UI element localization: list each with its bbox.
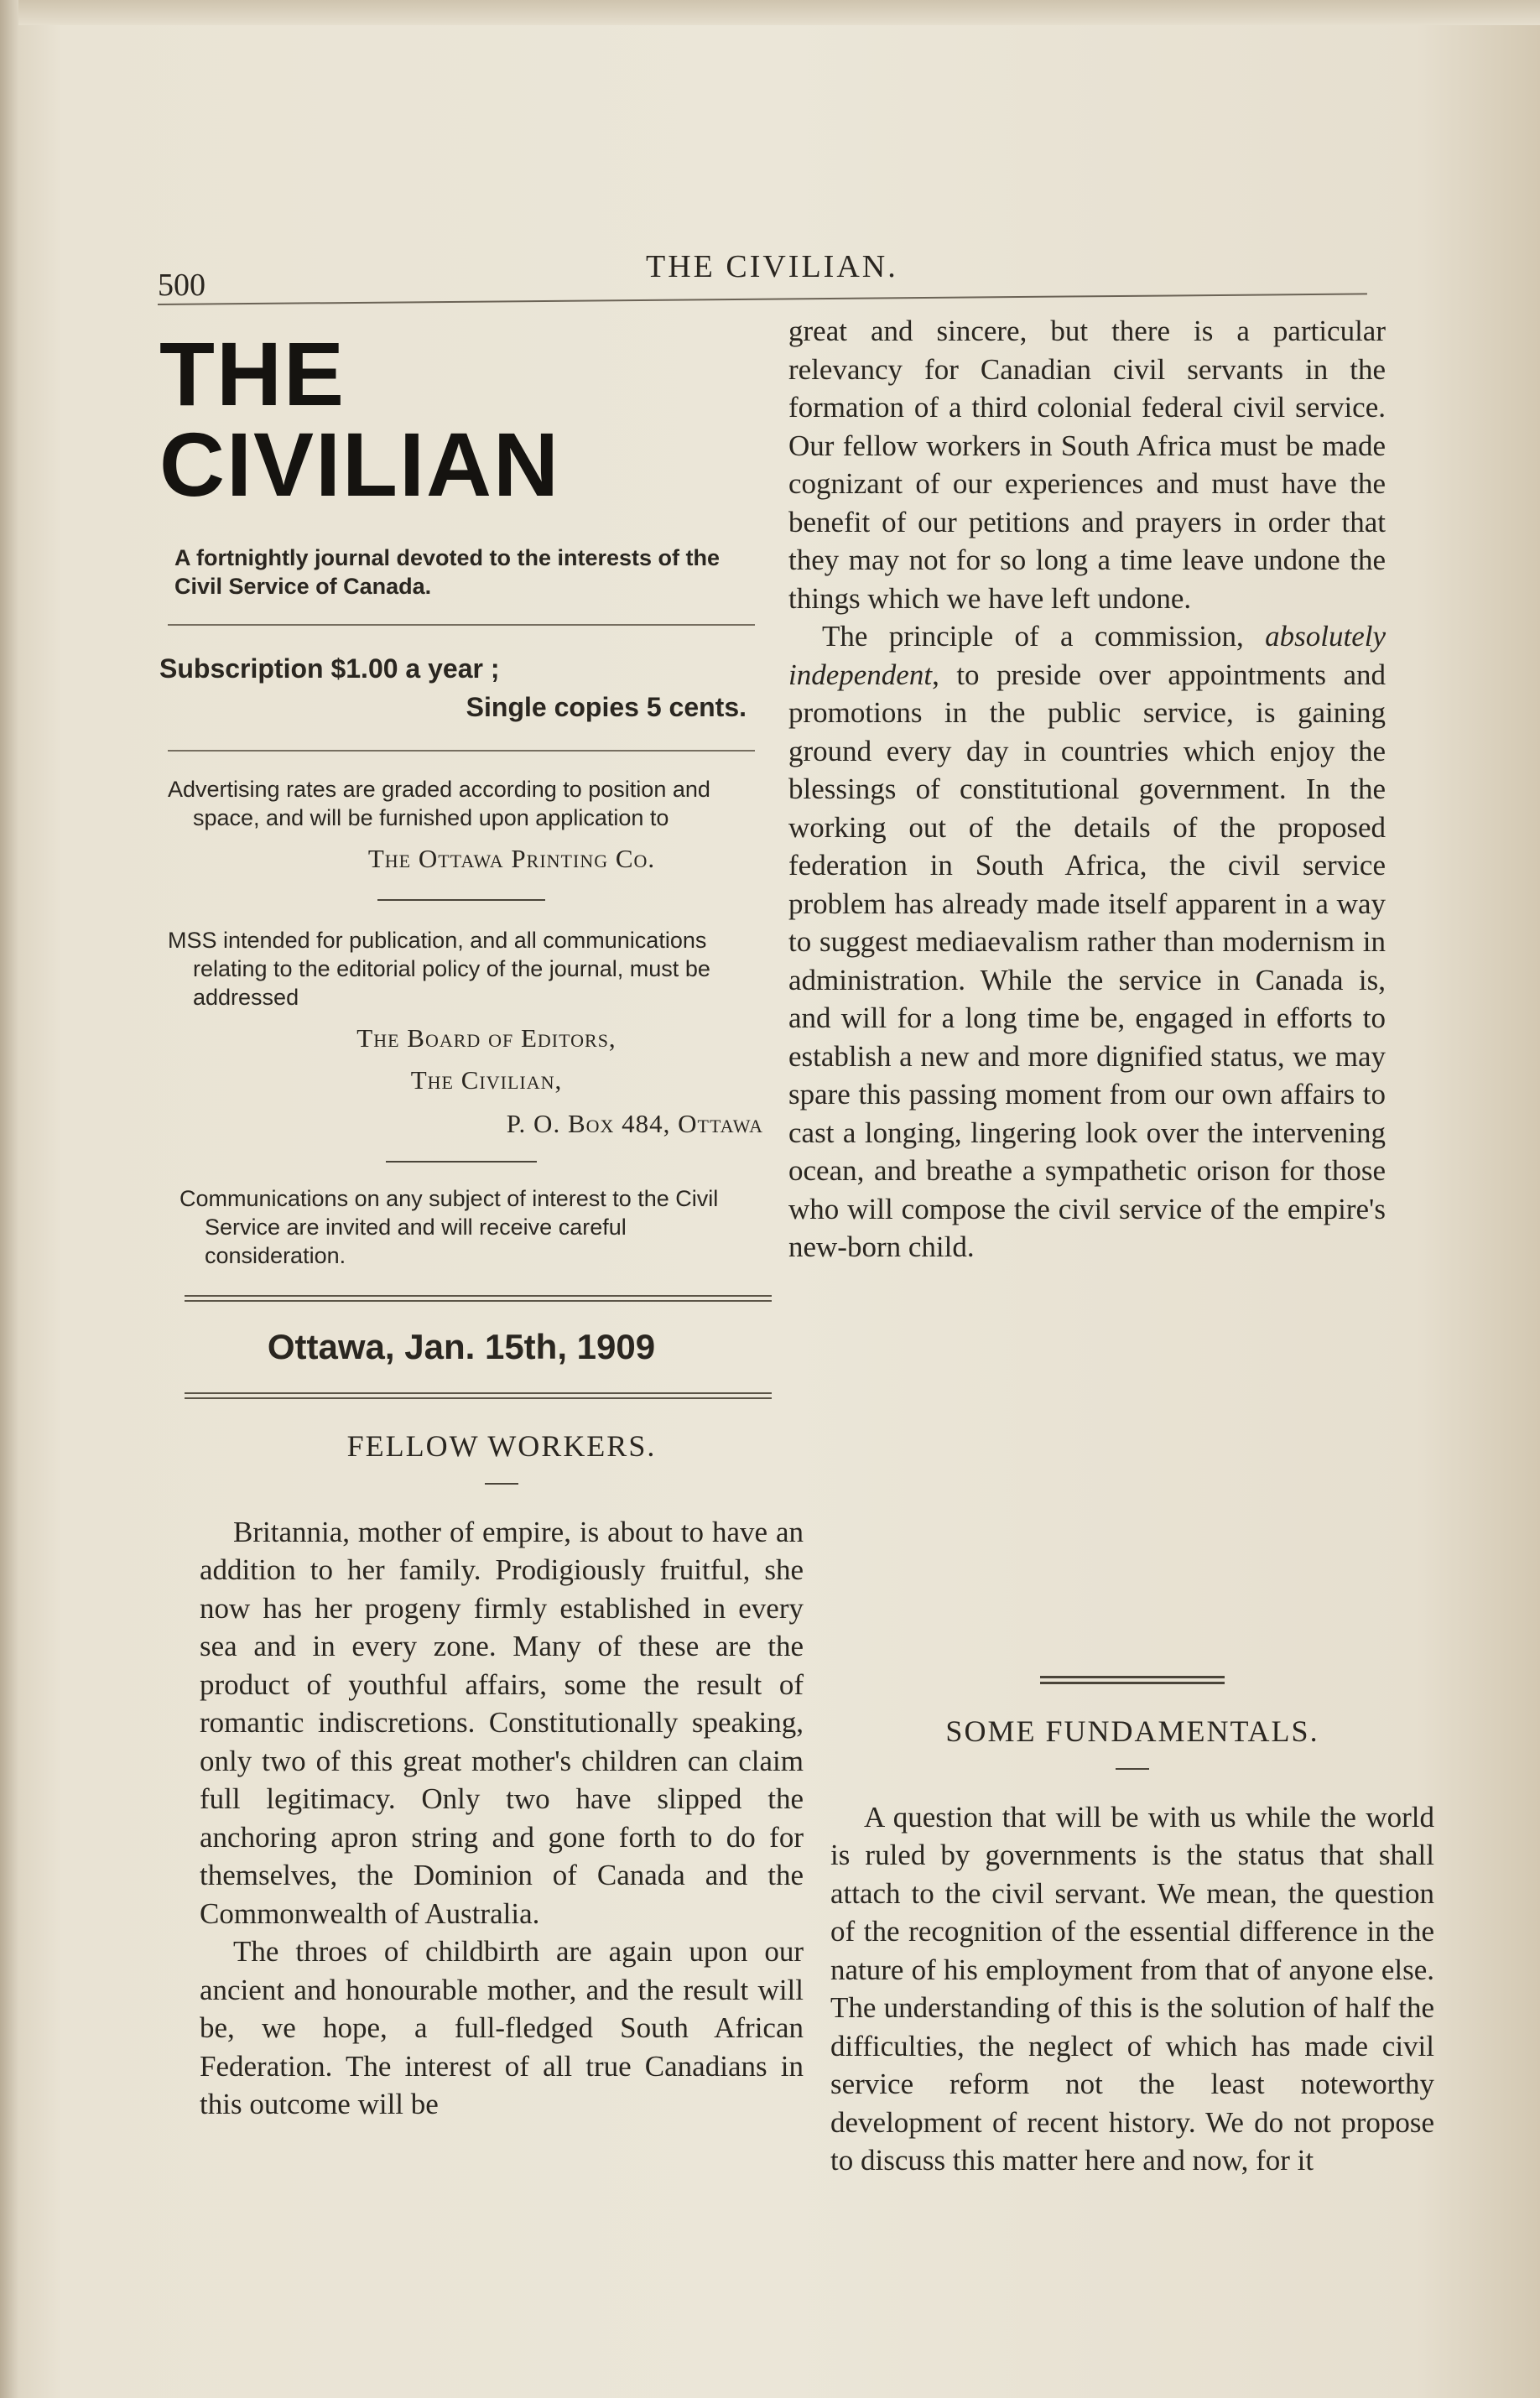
subscription-price: Subscription $1.00 a year ; <box>159 653 500 684</box>
article-paragraph: A question that will be with us while the world is ruled by governments is the status that shall attach to the civil servant. We mean, the question of the recognition of the essential difference in the nature of his employment from that of anyone else. The understanding of this is the solution of half the difficulties, the neglect of which has made civil service reform not the least noteworthy development of recent history. We do not propose to discuss this matter here and now, for it <box>830 1800 1434 2177</box>
article-fellow-workers-continued <box>788 312 1386 1267</box>
page-left-edge <box>0 0 18 2398</box>
article-paragraph: The throes of childbirth are again upon our ancient and honourable mother, and the result will be, we hope, a full-fledged South African Federation. The interest of all true Canadians in this outcome will be <box>200 1935 804 2120</box>
article-paragraph <box>788 617 1386 1267</box>
article-some-fundamentals <box>830 1647 1434 2180</box>
advertising-notice: Advertising rates are graded according to position and space, and will be furnished upon application to <box>168 777 710 830</box>
article-paragraph: Britannia, mother of empire, is about to have an addition to her family. Prodigiously fruitful, she now has her progeny firmly established in every sea and in every zone. Many of these are the product of youthful affairs, some the result of romantic indiscretions. Constitutionally speaking, only two of this great mother's children can claim full legitimacy. Only two have slipped the anchoring apron string and gone forth to do for themselves, the Dominion of Canada and the Commonwealth of Australia. <box>200 1515 804 1930</box>
issue-dateline: Ottawa, Jan. 15th, 1909 <box>267 1327 656 1366</box>
heading-dash <box>485 1483 518 1485</box>
single-copy-price: Single copies 5 cents. <box>466 692 747 722</box>
editor-address-line: The Board of Editors, <box>356 1023 617 1053</box>
divider <box>386 1161 537 1163</box>
text-run: The principle of a commission, <box>822 620 1266 653</box>
article-paragraph: great and sincere, but there is a particular relevancy for Canadian civil servants in the formation of a third colonial federal civil service. Our fellow workers in South Africa must be made cognizant of our experiences and must have the benefit of our petitions and prayers in order that they may not for so long a time leave undone the things which we have left undone. <box>788 315 1386 615</box>
masthead <box>159 323 763 1424</box>
double-divider <box>185 1392 772 1399</box>
divider <box>168 750 755 752</box>
header-rule <box>158 293 1367 305</box>
heading-dash <box>1116 1768 1149 1770</box>
text-run: , to preside over appointments and promotions in the public service, is gaining ground every day in countries which enjoy the blessings of constitutional government. In the working out of the details of the proposed federation in South Africa, the civil service problem has already made itself apparent in a way to suggest mediaevalism rather than modernism in administration. While the service in Canada is, and will for a long time be, engaged in efforts to establish a new and more dignified status, we may spare this passing moment from our own affairs to cast a longing, lingering look over the intervening ocean, and breathe a sympathetic orison for those who will compose the civil service of the empire's new-born child. <box>788 658 1386 1263</box>
double-divider <box>185 1295 772 1302</box>
section-divider <box>1040 1676 1225 1684</box>
page-number: 500 <box>158 268 206 303</box>
article-fellow-workers <box>200 1406 804 2124</box>
running-title: THE CIVILIAN. <box>646 249 898 284</box>
divider <box>168 624 755 626</box>
italic-text: absolutely independent <box>788 620 1386 691</box>
masthead-tagline: A fortnightly journal devoted to the interests of the Civil Service of Canada. <box>174 545 721 599</box>
mss-notice: MSS intended for publication, and all communications relating to the editorial policy of the journal, must be addressed <box>168 928 710 1010</box>
communications-notice: Communications on any subject of interest to the Civil Service are invited and will receive careful consideration. <box>179 1186 719 1268</box>
page-top-edge <box>0 0 1540 25</box>
editor-address-line: The Civilian, <box>410 1065 563 1095</box>
article-heading: SOME FUNDAMENTALS. <box>945 1714 1319 1748</box>
printer-name: The Ottawa Printing Co. <box>367 844 656 873</box>
subscription-info <box>159 649 763 726</box>
editor-address-line: P. O. Box 484, Ottawa <box>506 1109 763 1138</box>
divider <box>377 899 545 901</box>
masthead-title: THE CIVILIAN <box>159 323 561 515</box>
article-heading: FELLOW WORKERS. <box>346 1429 657 1463</box>
